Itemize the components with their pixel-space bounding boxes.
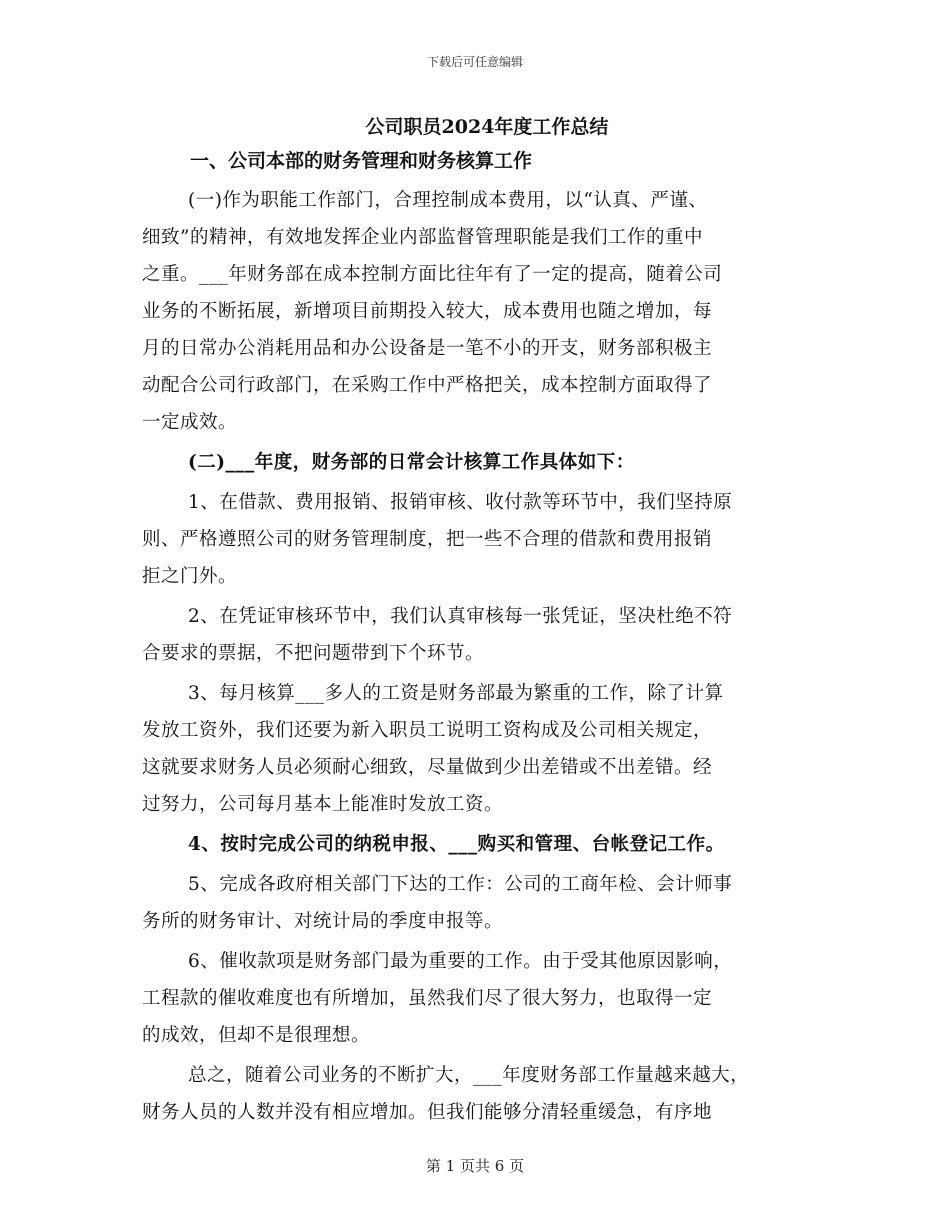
paragraph-line: 4、按时完成公司的纳税申报、___购买和管理、台帐登记工作。 xyxy=(188,834,725,855)
paragraph-line: 财务人员的人数并没有相应增加。但我们能够分清轻重缓急，有序地 xyxy=(142,1102,713,1123)
paragraph-line: 务所的财务审计、对统计局的季度申报等。 xyxy=(142,911,504,932)
paragraph xyxy=(142,826,832,863)
paragraph xyxy=(142,484,832,595)
document-body xyxy=(142,112,832,1134)
paragraph-line: 合要求的票据，不把问题带到下个环节。 xyxy=(142,643,485,664)
paragraph xyxy=(142,866,832,940)
paragraph-line: 1、在借款、费用报销、报销审核、收付款等环节中，我们坚持原 xyxy=(188,492,733,513)
paragraph xyxy=(142,444,832,481)
paragraph-line: 动配合公司行政部门，在采购工作中严格把关，成本控制方面取得了 xyxy=(142,375,713,396)
paragraph xyxy=(142,1057,832,1131)
paragraph-list xyxy=(142,182,832,1131)
paragraph-line: 则、严格遵照公司的财务管理制度，把一些不合理的借款和费用报销 xyxy=(142,529,713,550)
section-heading: 一、公司本部的财务管理和财务核算工作 xyxy=(190,150,533,172)
paragraph-line: 2、在凭证审核环节中，我们认真审核每一张凭证，坚决杜绝不符 xyxy=(188,606,733,627)
paragraph xyxy=(142,943,832,1054)
paragraph-line: (一)作为职能工作部门，合理控制成本费用，以“认真、严谨、 xyxy=(188,190,708,211)
paragraph-line: 工程款的催收难度也有所增加，虽然我们尽了很大努力，也取得一定 xyxy=(142,988,713,1009)
paragraph-line: 这就要求财务人员必须耐心细致，尽量做到少出差错或不出差错。经 xyxy=(142,757,713,778)
paragraph-line: 过努力，公司每月基本上能准时发放工资。 xyxy=(142,794,504,815)
paragraph-line: 细致”的精神，有效地发挥企业内部监督管理职能是我们工作的重中 xyxy=(142,227,703,248)
paragraph-line: 月的日常办公消耗用品和办公设备是一笔不小的开支，财务部积极主 xyxy=(142,338,713,359)
paragraph-line: 5、完成各政府相关部门下达的工作：公司的工商年检、会计师事 xyxy=(188,874,733,895)
paragraph-line: 6、催收款项是财务部门最为重要的工作。由于受其他原因影响， xyxy=(188,951,733,972)
paragraph-line: 一定成效。 xyxy=(142,412,238,433)
paragraph-line: 拒之门外。 xyxy=(142,566,238,587)
paragraph-line: 的成效，但却不是很理想。 xyxy=(142,1025,371,1046)
paragraph xyxy=(142,598,832,672)
paragraph-line: 总之，随着公司业务的不断扩大，___年度财务部工作量越来越大， xyxy=(188,1065,750,1086)
paragraph xyxy=(142,182,832,441)
document-title: 公司职员2024年度工作总结 xyxy=(365,116,609,138)
paragraph-line: 业务的不断拓展，新增项目前期投入较大，成本费用也随之增加，每 xyxy=(142,301,713,322)
paragraph xyxy=(142,675,832,823)
paragraph-line: 3、每月核算___多人的工资是财务部最为繁重的工作，除了计算 xyxy=(188,683,724,704)
page-footer: 第 1 页共 6 页 xyxy=(425,1157,525,1175)
header-note: 下载后可任意编辑 xyxy=(426,55,523,69)
paragraph-line: (二)___年度，财务部的日常会计核算工作具体如下： xyxy=(188,452,635,473)
paragraph-line: 发放工资外，我们还要为新入职员工说明工资构成及公司相关规定， xyxy=(142,720,713,741)
paragraph-line: 之重。___年财务部在成本控制方面比往年有了一定的提高，随着公司 xyxy=(142,264,723,285)
